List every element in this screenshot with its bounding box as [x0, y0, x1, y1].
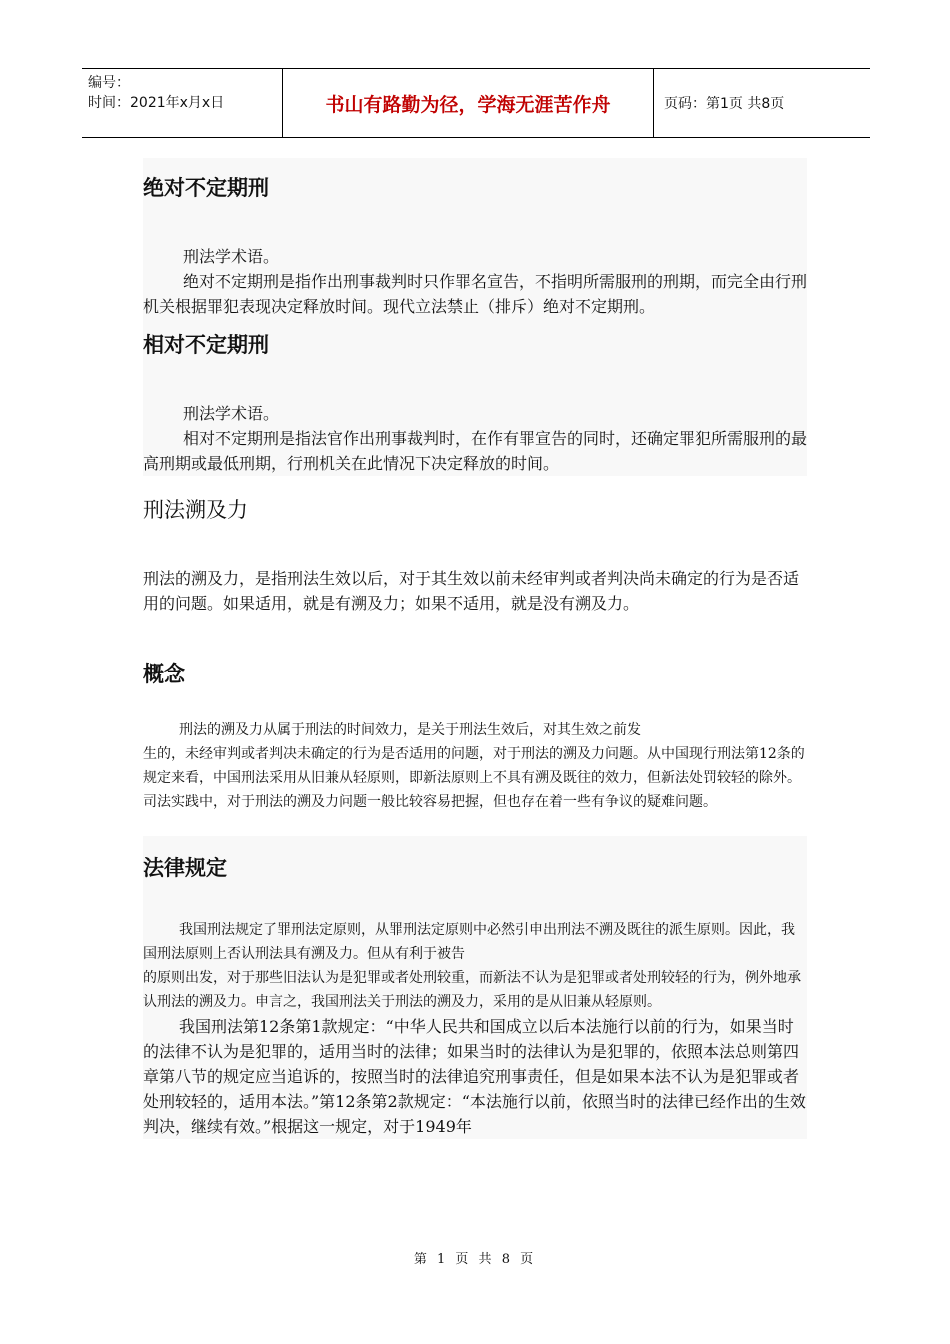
section-title: 绝对不定期刑 [143, 176, 269, 200]
paragraph: 我国刑法第12条第1款规定：“中华人民共和国成立以后本法施行以前的行为，如果当时的法律不认为是犯罪的，适用当时的法律；如果当时的法律认为是犯罪的，依照本法总则第四章第八节的规定应当追诉的，按照当时的法律追究刑事责任，但是如果本法不认为是犯罪或者处刑较轻的，适用本法。”第12条第2款规定：“本法施行以前，依照当时的法律已经作出的生效判决，继续有效。”根据这一规定，对于1949年 [143, 1017, 806, 1136]
paragraph: 刑法学术语。 [183, 247, 280, 266]
section-concept [143, 616, 807, 814]
paragraph: 我国刑法规定了罪刑法定原则，从罪刑法定原则中必然引申出刑法不溯及既往的派生原则。因此，我国刑法原则上否认刑法具有溯及力。但从有利于被告 [143, 922, 795, 962]
section-absolute-indeterminate [143, 158, 807, 319]
document-header [82, 68, 870, 138]
section-legal-provision [143, 836, 807, 1139]
header-page-info: 页码：第1页 共8页 [664, 96, 785, 112]
section-retroactivity [143, 476, 807, 616]
header-motto: 书山有路勤为径，学海无涯苦作舟 [282, 69, 654, 137]
paragraph: 刑法学术语。 [183, 404, 280, 423]
paragraph: 的原则出发，对于那些旧法认为是犯罪或者处刑较重，而新法不认为是犯罪或者处刑较轻的行为，例外地承认刑法的溯及力。申言之，我国刑法关于刑法的溯及力，采用的是从旧兼从轻原则。 [143, 970, 801, 1010]
page-footer: 第 1 页 共 8 页 [413, 1252, 537, 1267]
paragraph: 相对不定期刑是指法官作出刑事裁判时，在作有罪宣告的同时，还确定罪犯所需服刑的最高刑期或最低刑期，行刑机关在此情况下决定释放的时间。 [143, 429, 808, 473]
date-label: 时间：2021年x月x日 [88, 95, 225, 111]
number-label: 编号： [88, 75, 130, 91]
paragraph: 生的，未经审判或者判决未确定的行为是否适用的问题，对于刑法的溯及力问题。从中国现行刑法第12条的规定来看，中国刑法采用从旧兼从轻原则，即新法原则上不具有溯及既往的效力，但新法处罚较轻的除外。司法实践中，对于刑法的溯及力问题一般比较容易把握，但也存在着一些有争议的疑难问题。 [143, 746, 805, 810]
section-title: 法律规定 [143, 856, 227, 880]
section-relative-indeterminate [143, 319, 807, 476]
section-title: 刑法溯及力 [143, 498, 248, 522]
document-body [143, 158, 807, 1139]
section-title: 概念 [143, 662, 185, 686]
section-title: 相对不定期刑 [143, 333, 269, 357]
paragraph: 刑法的溯及力从属于刑法的时间效力，是关于刑法生效后，对其生效之前发 [179, 722, 641, 738]
header-meta [82, 69, 282, 137]
paragraph: 刑法的溯及力，是指刑法生效以后，对于其生效以前未经审判或者判决尚未确定的行为是否适用的问题。如果适用，就是有溯及力；如果不适用，就是没有溯及力。 [143, 569, 800, 613]
paragraph: 绝对不定期刑是指作出刑事裁判时只作罪名宣告，不指明所需服刑的刑期，而完全由行刑机关根据罪犯表现决定释放时间。现代立法禁止（排斥）绝对不定期刑。 [143, 272, 808, 316]
